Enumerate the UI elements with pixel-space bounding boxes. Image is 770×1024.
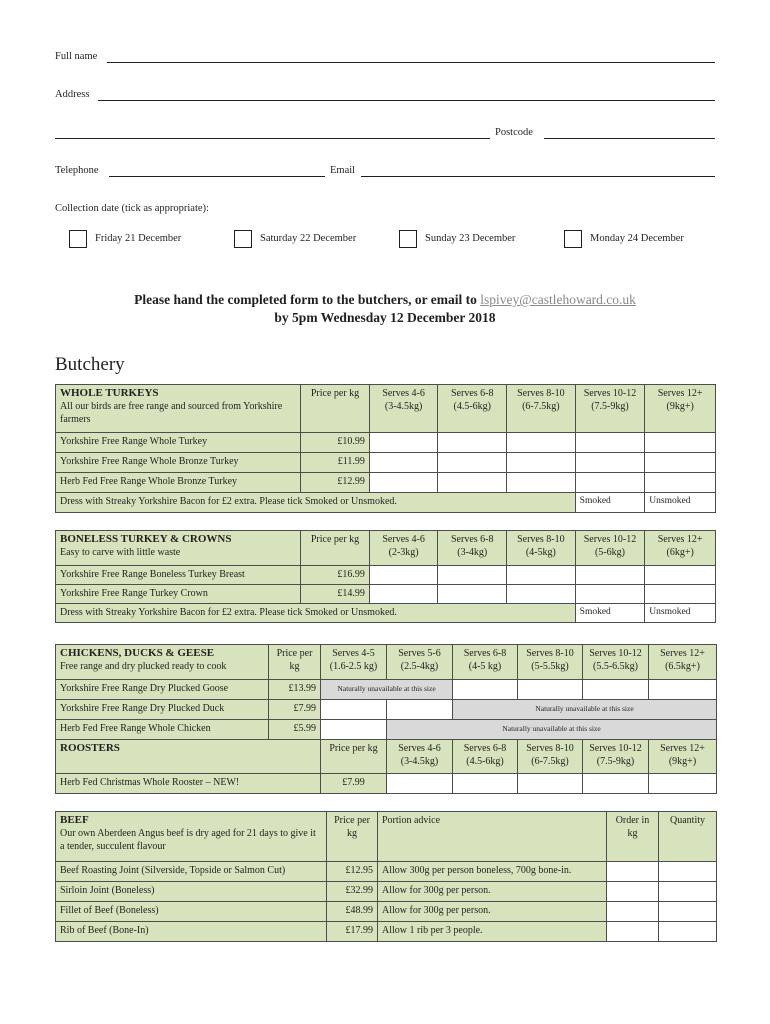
poultry-price-header: Price per kg [269, 645, 321, 680]
order-cell[interactable] [645, 566, 716, 585]
product-name: Herb Fed Free Range Whole Bronze Turkey [56, 473, 301, 493]
date-checkbox-sunday[interactable] [399, 230, 417, 248]
date-checkbox-friday[interactable] [69, 230, 87, 248]
beef-table [55, 811, 717, 942]
smoked-tick-cell[interactable]: Smoked [575, 493, 645, 513]
table-row [56, 453, 716, 473]
product-name: Yorkshire Free Range Dry Plucked Goose [56, 680, 269, 700]
poultry-header-cell [56, 645, 269, 680]
table-row [56, 922, 717, 942]
beef-quantity-header: Quantity [659, 812, 717, 862]
product-name: Beef Roasting Joint (Silverside, Topside or Salmon Cut) [56, 862, 327, 882]
poultry-serves-header: Serves 12+ (6.5kg+) [649, 645, 717, 680]
boneless-price-header: Price per kg [301, 531, 370, 566]
boneless-serves-header: Serves 12+ (6kg+) [645, 531, 716, 566]
product-price: £7.99 [269, 700, 321, 720]
notice-line-1: Please hand the completed form to the butchers, or email to [134, 292, 481, 307]
date-label-friday: Friday 21 December [95, 233, 182, 244]
date-label-monday: Monday 24 December [590, 233, 684, 244]
order-kg-cell[interactable] [607, 862, 659, 882]
order-cell[interactable] [453, 680, 518, 700]
poultry-serves-header: Serves 6-8 (4-5 kg) [453, 645, 518, 680]
notice-deadline: by 5pm Wednesday 12 December 2018 [274, 310, 496, 325]
product-name: Herb Fed Christmas Whole Rooster – NEW! [56, 774, 321, 794]
order-kg-cell[interactable] [607, 902, 659, 922]
submission-notice [0, 291, 770, 309]
address-line-2-field[interactable] [55, 138, 490, 139]
order-cell[interactable] [645, 585, 716, 604]
turkeys-header-cell [56, 385, 301, 433]
address-field[interactable] [98, 100, 715, 101]
order-cell[interactable] [369, 453, 438, 473]
roosters-header-cell [56, 740, 321, 774]
poultry-serves-header: Serves 4-5 (1.6-2.5 kg) [321, 645, 387, 680]
beef-price-header: Price per kg [327, 812, 378, 862]
boneless-serves-header: Serves 8-10 (4-5kg) [507, 531, 576, 566]
order-cell[interactable] [575, 433, 645, 453]
order-cell[interactable] [645, 453, 716, 473]
product-price: £10.99 [301, 433, 370, 453]
full-name-field[interactable] [107, 62, 715, 63]
quantity-cell[interactable] [659, 922, 717, 942]
table-row [56, 882, 717, 902]
unsmoked-tick-cell[interactable]: Unsmoked [645, 493, 716, 513]
postcode-label: Postcode [495, 127, 533, 138]
table-row [56, 566, 716, 585]
bacon-dress-text: Dress with Streaky Yorkshire Bacon for £2 extra. Please tick Smoked or Unsmoked. [56, 604, 576, 623]
product-name: Herb Fed Free Range Whole Chicken [56, 720, 269, 740]
table-row [56, 902, 717, 922]
collection-date-label: Collection date (tick as appropriate): [55, 203, 209, 214]
order-cell[interactable] [369, 585, 438, 604]
order-cell[interactable] [575, 585, 645, 604]
boneless-desc: Easy to carve with little waste [60, 547, 181, 558]
beef-order-header: Order in kg [607, 812, 659, 862]
order-cell[interactable] [369, 473, 438, 493]
order-cell[interactable] [645, 433, 716, 453]
full-name-label: Full name [55, 51, 98, 62]
product-price: £14.99 [301, 585, 370, 604]
turkeys-serves-header: Serves 12+ (9kg+) [645, 385, 716, 433]
date-label-saturday: Saturday 22 December [260, 233, 357, 244]
turkeys-title: WHOLE TURKEYS [60, 387, 159, 399]
order-cell[interactable] [507, 585, 576, 604]
order-cell[interactable] [438, 566, 507, 585]
smoked-tick-cell[interactable]: Smoked [575, 604, 645, 623]
beef-portion-header: Portion advice [378, 812, 607, 862]
table-row [56, 774, 717, 794]
table-row [56, 433, 716, 453]
beef-desc: Our own Aberdeen Angus beef is dry aged for 21 days to give it a tender, succulent flavour [60, 828, 316, 852]
poultry-table [55, 644, 717, 794]
product-price: £48.99 [327, 902, 378, 922]
turkeys-price-header: Price per kg [301, 385, 370, 433]
boneless-turkey-table [55, 530, 716, 623]
order-cell[interactable] [649, 680, 717, 700]
order-cell[interactable] [387, 774, 453, 794]
unavailable-note: Naturally unavailable at this size [453, 700, 717, 720]
product-name: Yorkshire Free Range Dry Plucked Duck [56, 700, 269, 720]
turkeys-serves-header: Serves 10-12 (7.5-9kg) [575, 385, 645, 433]
turkeys-desc: All our birds are free range and sourced from Yorkshire farmers [60, 401, 283, 425]
product-price: £32.99 [327, 882, 378, 902]
portion-advice: Allow 300g per person boneless, 700g bone-in. [378, 862, 607, 882]
order-cell[interactable] [438, 433, 507, 453]
turkeys-serves-header: Serves 8-10 (6-7.5kg) [507, 385, 576, 433]
order-cell[interactable] [321, 700, 387, 720]
order-cell[interactable] [518, 680, 583, 700]
product-price: £17.99 [327, 922, 378, 942]
address-label: Address [55, 89, 90, 100]
bacon-dress-text: Dress with Streaky Yorkshire Bacon for £2 extra. Please tick Smoked or Unsmoked. [56, 493, 576, 513]
portion-advice: Allow for 300g per person. [378, 882, 607, 902]
roosters-serves-header: Serves 8-10 (6-7.5kg) [518, 740, 583, 774]
product-price: £12.95 [327, 862, 378, 882]
order-cell[interactable] [507, 453, 576, 473]
table-row [56, 720, 717, 740]
order-cell[interactable] [387, 700, 453, 720]
poultry-serves-header: Serves 10-12 (5.5-6.5kg) [583, 645, 649, 680]
order-cell[interactable] [369, 566, 438, 585]
unavailable-note: Naturally unavailable at this size [387, 720, 717, 740]
boneless-title: BONELESS TURKEY & CROWNS [60, 533, 232, 545]
order-cell[interactable] [438, 453, 507, 473]
table-row [56, 473, 716, 493]
boneless-header-cell [56, 531, 301, 566]
roosters-title: ROOSTERS [60, 742, 120, 754]
date-checkbox-monday[interactable] [564, 230, 582, 248]
poultry-desc: Free range and dry plucked ready to cook [60, 661, 227, 672]
portion-advice: Allow 1 rib per 3 people. [378, 922, 607, 942]
section-title: Butchery [55, 354, 125, 375]
turkeys-serves-header: Serves 4-6 (3-4.5kg) [369, 385, 438, 433]
poultry-title: CHICKENS, DUCKS & GEESE [60, 647, 215, 659]
product-price: £13.99 [269, 680, 321, 700]
roosters-serves-header: Serves 10-12 (7.5-9kg) [583, 740, 649, 774]
product-name: Yorkshire Free Range Turkey Crown [56, 585, 301, 604]
roosters-serves-header: Serves 12+ (9kg+) [649, 740, 717, 774]
product-name: Fillet of Beef (Boneless) [56, 902, 327, 922]
telephone-label: Telephone [55, 165, 99, 176]
order-cell[interactable] [507, 473, 576, 493]
order-kg-cell[interactable] [607, 922, 659, 942]
quantity-cell[interactable] [659, 862, 717, 882]
boneless-serves-header: Serves 4-6 (2-3kg) [369, 531, 438, 566]
roosters-price-header: Price per kg [321, 740, 387, 774]
boneless-serves-header: Serves 6-8 (3-4kg) [438, 531, 507, 566]
order-cell[interactable] [518, 774, 583, 794]
order-cell[interactable] [649, 774, 717, 794]
product-name: Sirloin Joint (Boneless) [56, 882, 327, 902]
quantity-cell[interactable] [659, 882, 717, 902]
product-name: Rib of Beef (Bone-In) [56, 922, 327, 942]
table-row [56, 585, 716, 604]
table-row [56, 493, 716, 513]
order-cell[interactable] [575, 566, 645, 585]
poultry-serves-header: Serves 8-10 (5-5.5kg) [518, 645, 583, 680]
date-checkbox-saturday[interactable] [234, 230, 252, 248]
table-row [56, 862, 717, 882]
unsmoked-tick-cell[interactable]: Unsmoked [645, 604, 716, 623]
poultry-serves-header: Serves 5-6 (2.5-4kg) [387, 645, 453, 680]
product-name: Yorkshire Free Range Whole Bronze Turkey [56, 453, 301, 473]
quantity-cell[interactable] [659, 902, 717, 922]
order-cell[interactable] [369, 433, 438, 453]
order-cell[interactable] [575, 453, 645, 473]
table-row [56, 604, 716, 623]
beef-title: BEEF [60, 814, 89, 826]
order-cell[interactable] [507, 433, 576, 453]
unavailable-note: Naturally unavailable at this size [321, 680, 453, 700]
product-name: Yorkshire Free Range Boneless Turkey Breast [56, 566, 301, 585]
roosters-serves-header: Serves 6-8 (4.5-6kg) [453, 740, 518, 774]
postcode-field[interactable] [544, 138, 715, 139]
beef-header-cell [56, 812, 327, 862]
order-cell[interactable] [507, 566, 576, 585]
order-kg-cell[interactable] [607, 882, 659, 902]
product-price: £12.99 [301, 473, 370, 493]
whole-turkeys-table [55, 384, 716, 513]
product-name: Yorkshire Free Range Whole Turkey [56, 433, 301, 453]
order-cell[interactable] [438, 473, 507, 493]
product-price: £5.99 [269, 720, 321, 740]
order-cell[interactable] [583, 774, 649, 794]
boneless-serves-header: Serves 10-12 (5-6kg) [575, 531, 645, 566]
order-cell[interactable] [575, 473, 645, 493]
product-price: £16.99 [301, 566, 370, 585]
turkeys-serves-header: Serves 6-8 (4.5-6kg) [438, 385, 507, 433]
order-cell[interactable] [321, 720, 387, 740]
roosters-serves-header: Serves 4-6 (3-4.5kg) [387, 740, 453, 774]
product-price: £11.99 [301, 453, 370, 473]
order-cell[interactable] [583, 680, 649, 700]
order-cell[interactable] [438, 585, 507, 604]
email-field[interactable] [361, 176, 715, 177]
telephone-field[interactable] [109, 176, 325, 177]
order-cell[interactable] [453, 774, 518, 794]
table-row [56, 700, 717, 720]
notice-email-link[interactable]: lspivey@castlehoward.co.uk [480, 292, 636, 307]
table-row [56, 680, 717, 700]
product-price: £7.99 [321, 774, 387, 794]
portion-advice: Allow for 300g per person. [378, 902, 607, 922]
date-label-sunday: Sunday 23 December [425, 233, 516, 244]
email-label: Email [330, 165, 356, 176]
order-cell[interactable] [645, 473, 716, 493]
